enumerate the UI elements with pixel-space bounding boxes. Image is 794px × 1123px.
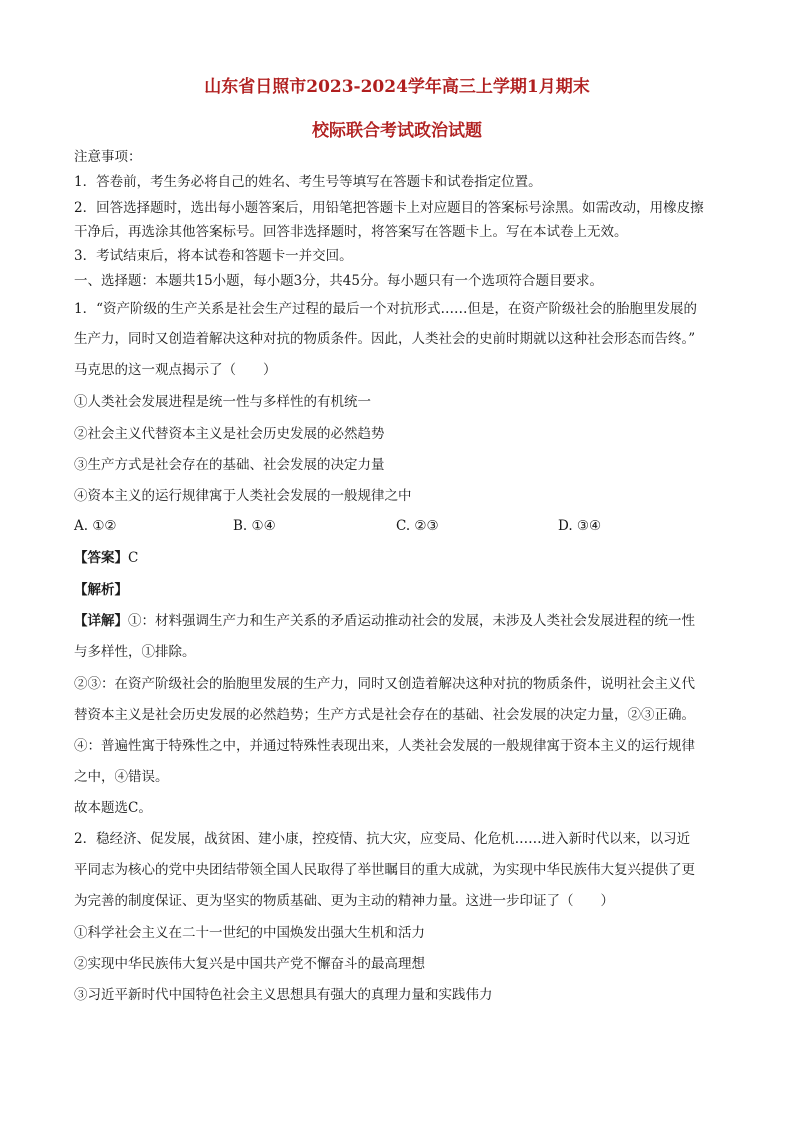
q2-item-2: ②实现中华民族伟大复兴是中国共产党不懈奋斗的最高理想 bbox=[74, 956, 425, 972]
q1-detail-5: ④：普遍性寓于特殊性之中，并通过特殊性表现出来，人类社会发展的一般规律寓于资本主义的运行规律 bbox=[74, 738, 695, 754]
notes-heading: 注意事项： bbox=[74, 149, 142, 165]
q1-item-1: ①人类社会发展进程是统一性与多样性的有机统一 bbox=[74, 394, 371, 410]
q1-option-c: C. ②③ bbox=[396, 518, 439, 534]
q1-stem-1: 1．“资产阶级的生产关系是社会生产过程的最后一个对抗形式……但是，在资产阶级社会的胎胞里发展的 bbox=[74, 301, 697, 317]
note-1: 1．答卷前，考生务必将自己的姓名、考生号等填写在答题卡和试卷指定位置。 bbox=[74, 174, 542, 190]
q2-item-1: ①科学社会主义在二十一世纪的中国焕发出强大生机和活力 bbox=[74, 925, 425, 941]
title-line-2: 校际联合考试政治试题 bbox=[312, 121, 482, 141]
answer-tag: 【答案】 bbox=[74, 550, 128, 566]
q1-detail-2: 与多样性，①排除。 bbox=[74, 644, 196, 660]
q1-answer bbox=[74, 549, 138, 567]
answer-value: C bbox=[128, 550, 139, 566]
section-heading: 一、选择题：本题共15小题，每小题3分，共45分。每小题只有一个选项符合题目要求。 bbox=[74, 273, 603, 289]
q1-detail-3: ②③：在资产阶级社会的胎胞里发展的生产力，同时又创造着解决这种对抗的物质条件，说明社会主义代 bbox=[74, 676, 695, 692]
q2-stem-1: 2．稳经济、促发展，战贫困、建小康，控疫情、抗大灾，应变局、化危机……进入新时代以来，以习近 bbox=[74, 831, 691, 847]
q1-item-3: ③生产方式是社会存在的基础、社会发展的决定力量 bbox=[74, 457, 385, 473]
title-line-1: 山东省日照市2023-2024学年高三上学期1月期末 bbox=[204, 77, 590, 97]
q2-stem-2: 平同志为核心的党中央团结带领全国人民取得了举世瞩目的重大成就，为实现中华民族伟大复兴提供了更 bbox=[74, 862, 695, 878]
q1-item-2: ②社会主义代替资本主义是社会历史发展的必然趋势 bbox=[74, 426, 385, 442]
note-2: 2．回答选择题时，选出每小题答案后，用铅笔把答题卡上对应题目的答案标号涂黑。如需改动，用橡皮擦 bbox=[74, 200, 704, 216]
q1-detail-6: 之中，④错误。 bbox=[74, 769, 169, 785]
q1-detail-4: 替资本主义是社会历史发展的必然趋势；生产方式是社会存在的基础、社会发展的决定力量，②③正确。 bbox=[74, 707, 695, 723]
detail-text-1: ①：材料强调生产力和生产关系的矛盾运动推动社会的发展，未涉及人类社会发展进程的统一性 bbox=[128, 613, 695, 629]
q1-stem-2: 生产力，同时又创造着解决这种对抗的物质条件。因此，人类社会的史前时期就以这种社会形态而告终。” bbox=[74, 331, 696, 347]
q1-option-b: B. ①④ bbox=[233, 518, 276, 534]
q1-analysis-tag bbox=[74, 581, 128, 599]
detail-tag: 【详解】 bbox=[74, 613, 128, 629]
q1-conclusion: 故本题选C。 bbox=[74, 800, 152, 816]
q1-stem-3: 马克思的这一观点揭示了（ ） bbox=[74, 362, 277, 378]
q2-stem-3: 为完善的制度保证、更为坚实的物质基础、更为主动的精神力量。这进一步印证了（ ） bbox=[74, 893, 614, 909]
analysis-tag: 【解析】 bbox=[74, 582, 128, 598]
q2-item-3: ③习近平新时代中国特色社会主义思想具有强大的真理力量和实践伟力 bbox=[74, 987, 493, 1003]
q1-item-4: ④资本主义的运行规律寓于人类社会发展的一般规律之中 bbox=[74, 488, 412, 504]
q1-detail-1 bbox=[74, 612, 695, 630]
note-2-cont: 干净后，再选涂其他答案标号。回答非选择题时，将答案写在答题卡上。写在本试卷上无效。 bbox=[74, 224, 628, 240]
q1-option-a: A. ①② bbox=[74, 518, 117, 534]
note-3: 3．考试结束后，将本试卷和答题卡一并交回。 bbox=[74, 248, 353, 264]
q1-option-d: D. ③④ bbox=[558, 518, 602, 534]
